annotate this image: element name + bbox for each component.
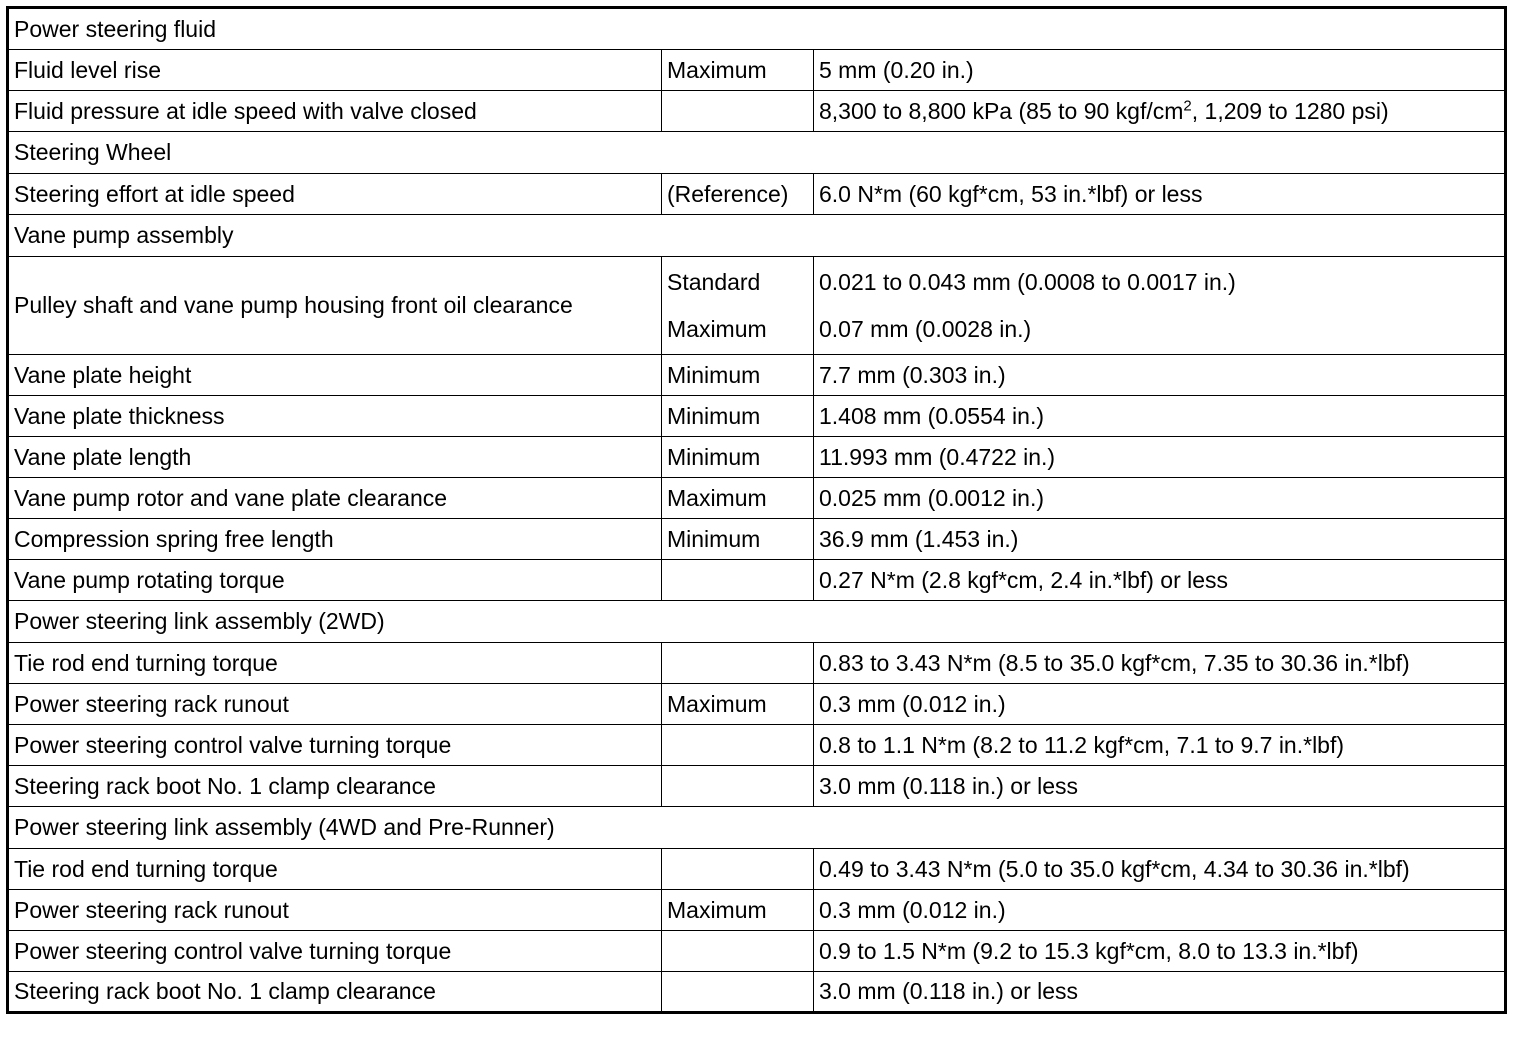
limit-cell: Maximum [662, 478, 814, 519]
item-cell: Tie rod end turning torque [8, 643, 662, 684]
section-title: Power steering fluid [8, 8, 1506, 50]
value-cell: 3.0 mm (0.118 in.) or less [814, 972, 1506, 1013]
limit-cell: Minimum [662, 437, 814, 478]
limit-cell: Minimum [662, 519, 814, 560]
value-cell: 0.49 to 3.43 N*m (5.0 to 35.0 kgf*cm, 4.34 to 30.36 in.*lbf) [814, 849, 1506, 890]
item-cell: Steering rack boot No. 1 clamp clearance [8, 972, 662, 1013]
table-row [8, 257, 1506, 355]
value-cell: 7.7 mm (0.303 in.) [814, 355, 1506, 396]
limit-cell [662, 725, 814, 766]
table-row [8, 50, 1506, 91]
value-cell: 36.9 mm (1.453 in.) [814, 519, 1506, 560]
spec-table [6, 6, 1507, 1014]
item-cell: Vane plate thickness [8, 396, 662, 437]
section-header-row [8, 601, 1506, 643]
table-row [8, 478, 1506, 519]
table-row [8, 437, 1506, 478]
value-cell: 1.408 mm (0.0554 in.) [814, 396, 1506, 437]
value-cell [814, 257, 1506, 355]
item-cell: Compression spring free length [8, 519, 662, 560]
table-row [8, 396, 1506, 437]
item-cell: Steering rack boot No. 1 clamp clearance [8, 766, 662, 807]
table-row [8, 725, 1506, 766]
item-cell: Pulley shaft and vane pump housing front oil clearance [8, 257, 662, 355]
limit-cell [662, 849, 814, 890]
section-title: Vane pump assembly [8, 215, 1506, 257]
table-row [8, 355, 1506, 396]
value-cell: 0.3 mm (0.012 in.) [814, 684, 1506, 725]
item-cell: Power steering control valve turning torque [8, 725, 662, 766]
limit-cell [662, 91, 814, 132]
table-row [8, 931, 1506, 972]
limit-cell: Minimum [662, 396, 814, 437]
table-row [8, 91, 1506, 132]
value-cell: 11.993 mm (0.4722 in.) [814, 437, 1506, 478]
item-cell: Steering effort at idle speed [8, 174, 662, 215]
section-header-row [8, 8, 1506, 50]
section-header-row [8, 215, 1506, 257]
limit-cell: (Reference) [662, 174, 814, 215]
item-cell: Power steering control valve turning torque [8, 931, 662, 972]
item-cell: Vane plate height [8, 355, 662, 396]
section-header-row [8, 132, 1506, 174]
value-cell: 0.025 mm (0.0012 in.) [814, 478, 1506, 519]
item-cell: Power steering rack runout [8, 890, 662, 931]
table-row [8, 849, 1506, 890]
value-standard: 0.021 to 0.043 mm (0.0008 to 0.0017 in.) [819, 268, 1236, 295]
value-maximum: 0.07 mm (0.0028 in.) [819, 315, 1032, 342]
table-row [8, 684, 1506, 725]
value-cell: 5 mm (0.20 in.) [814, 50, 1506, 91]
table-row [8, 560, 1506, 601]
limit-cell [662, 766, 814, 807]
value-cell: 0.8 to 1.1 N*m (8.2 to 11.2 kgf*cm, 7.1 to 9.7 in.*lbf) [814, 725, 1506, 766]
limit-cell [662, 972, 814, 1013]
section-title: Power steering link assembly (4WD and Pre-Runner) [8, 807, 1506, 849]
item-cell: Fluid pressure at idle speed with valve closed [8, 91, 662, 132]
section-header-row [8, 807, 1506, 849]
value-cell: 3.0 mm (0.118 in.) or less [814, 766, 1506, 807]
limit-cell [662, 643, 814, 684]
table-row [8, 643, 1506, 684]
limit-maximum: Maximum [667, 315, 767, 342]
value-cell: 0.3 mm (0.012 in.) [814, 890, 1506, 931]
value-cell: 0.83 to 3.43 N*m (8.5 to 35.0 kgf*cm, 7.35 to 30.36 in.*lbf) [814, 643, 1506, 684]
limit-cell: Maximum [662, 50, 814, 91]
table-row [8, 766, 1506, 807]
table-row [8, 890, 1506, 931]
table-row [8, 972, 1506, 1013]
table-row [8, 519, 1506, 560]
item-cell: Tie rod end turning torque [8, 849, 662, 890]
value-cell: 0.27 N*m (2.8 kgf*cm, 2.4 in.*lbf) or less [814, 560, 1506, 601]
section-title: Power steering link assembly (2WD) [8, 601, 1506, 643]
value-cell: 6.0 N*m (60 kgf*cm, 53 in.*lbf) or less [814, 174, 1506, 215]
item-cell: Power steering rack runout [8, 684, 662, 725]
limit-cell: Maximum [662, 890, 814, 931]
limit-standard: Standard [667, 268, 761, 295]
value-cell [814, 91, 1506, 132]
item-cell: Vane pump rotor and vane plate clearance [8, 478, 662, 519]
limit-cell [662, 257, 814, 355]
table-row [8, 174, 1506, 215]
limit-cell: Minimum [662, 355, 814, 396]
value-cell: 0.9 to 1.5 N*m (9.2 to 15.3 kgf*cm, 8.0 to 13.3 in.*lbf) [814, 931, 1506, 972]
limit-cell: Maximum [662, 684, 814, 725]
item-cell: Fluid level rise [8, 50, 662, 91]
value-superscript: 2 [1183, 96, 1192, 114]
item-cell: Vane plate length [8, 437, 662, 478]
section-title: Steering Wheel [8, 132, 1506, 174]
item-cell: Vane pump rotating torque [8, 560, 662, 601]
value-text: 8,300 to 8,800 kPa (85 to 90 kgf/cm [819, 97, 1184, 124]
limit-cell [662, 931, 814, 972]
value-text: , 1,209 to 1280 psi) [1191, 97, 1389, 124]
limit-cell [662, 560, 814, 601]
